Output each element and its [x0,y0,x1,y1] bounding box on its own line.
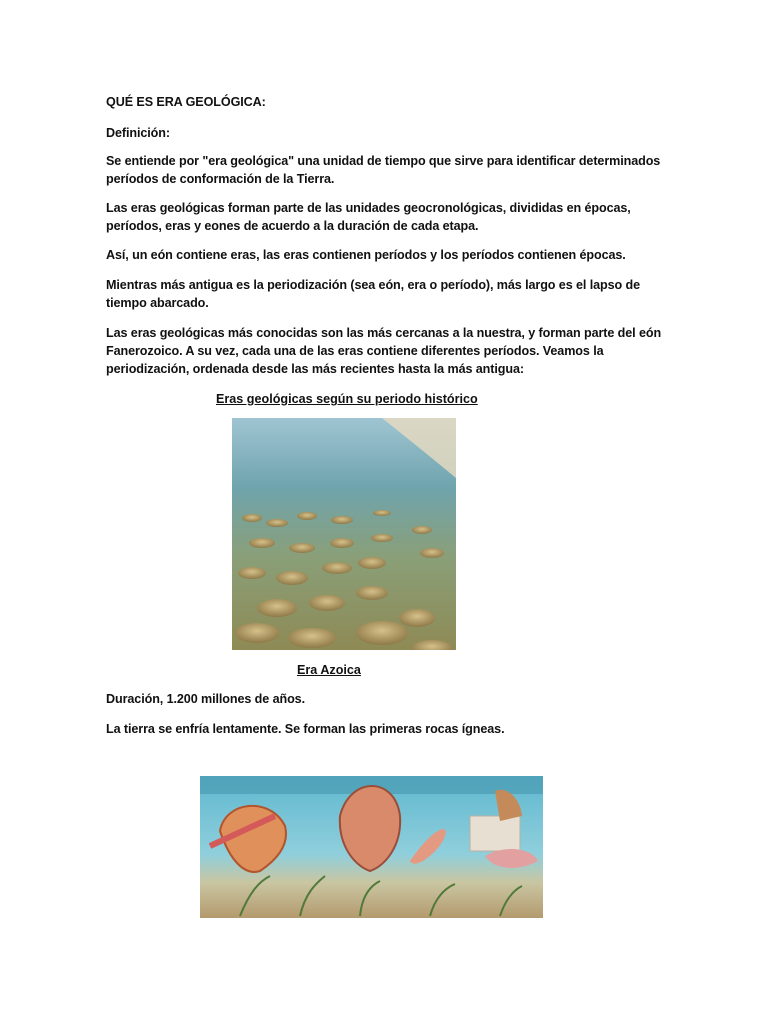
era-description: La tierra se enfría lentamente. Se forman las primeras rocas ígneas. [106,722,505,736]
section-caption: Eras geológicas según su periodo histórico [216,392,478,406]
era-caption: Era Azoica [297,663,361,677]
paragraph-phanerozoic: Las eras geológicas más conocidas son las más cercanas a la nuestra, y forman parte del eón Fanerozoico. A su vez, cada una de las eras contiene diferentes períodos. Veamos la periodización, ordenada desde las más recientes hasta la más antigua: [106,326,662,376]
ediacaran-life-illustration [200,776,543,918]
era-duration: Duración, 1.200 millones de años. [106,692,305,706]
paragraph-units: Las eras geológicas forman parte de las unidades geocronológicas, divididas en épocas, períodos, eras y eones de acuerdo a la duración de cada etapa. [106,201,631,233]
paragraph-hierarchy: Así, un eón contiene eras, las eras contienen períodos y los períodos contienen épocas. [106,248,626,262]
paragraph-periodization: Mientras más antigua es la periodización (sea eón, era o período), más largo es el lapso de tiempo abarcado. [106,278,641,310]
paragraph-definition: Se entiende por "era geológica" una unidad de tiempo que sirve para identificar determinados períodos de conformación de la Tierra. [106,154,661,186]
stromatolites-photo [232,418,456,650]
definition-label: Definición: [106,126,170,140]
page-title: QUÉ ES ERA GEOLÓGICA: [106,95,266,109]
